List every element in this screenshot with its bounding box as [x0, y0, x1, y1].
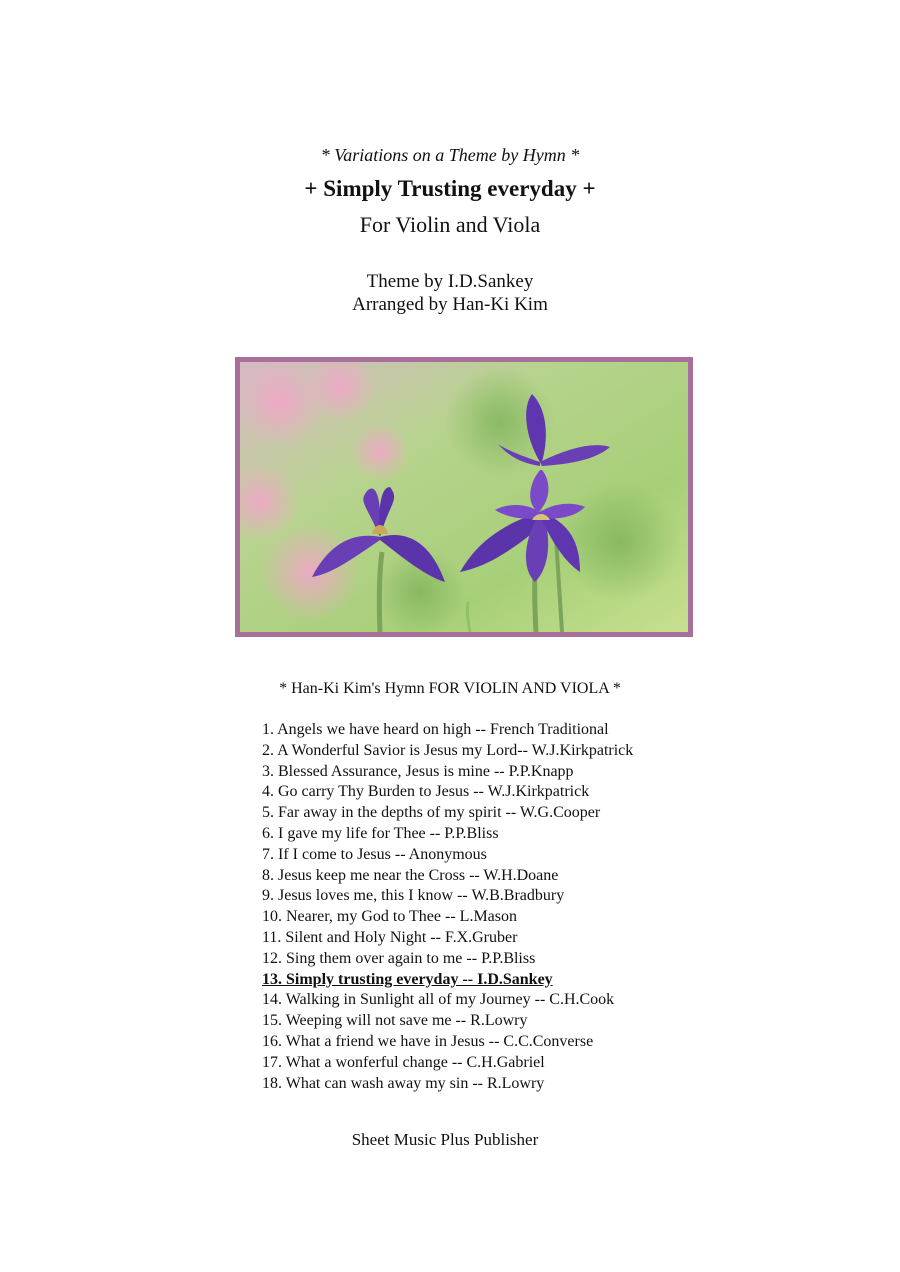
- hymn-list: [262, 720, 633, 1094]
- list-item-current: 13. Simply trusting everyday -- I.D.Sankey: [262, 970, 553, 988]
- series-heading: * Han-Ki Kim's Hymn FOR VIOLIN AND VIOLA *: [279, 680, 621, 697]
- series-subtitle: * Variations on a Theme by Hymn *: [320, 145, 580, 165]
- list-item: 1. Angels we have heard on high -- French Traditional: [262, 721, 609, 738]
- list-item: 8. Jesus keep me near the Cross -- W.H.Doane: [262, 866, 559, 884]
- list-item: 5. Far away in the depths of my spirit -- W.G.Cooper: [262, 804, 601, 822]
- iris-flowers-image: [240, 362, 688, 632]
- list-item: 9. Jesus loves me, this I know -- W.B.Bradbury: [262, 887, 565, 905]
- list-item: 15. Weeping will not save me -- R.Lowry: [262, 1012, 528, 1030]
- publisher-name: Sheet Music Plus Publisher: [351, 1130, 539, 1149]
- list-item: 10. Nearer, my God to Thee -- L.Mason: [262, 908, 517, 926]
- list-item: 12. Sing them over again to me -- P.P.Bliss: [262, 949, 536, 967]
- instrumentation: For Violin and Viola: [359, 212, 541, 237]
- list-item: 17. What a wonferful change -- C.H.Gabriel: [262, 1053, 545, 1071]
- theme-credit: Theme by I.D.Sankey: [366, 271, 534, 292]
- list-item: 14. Walking in Sunlight all of my Journey -- C.H.Cook: [262, 991, 615, 1009]
- cover-photo: [235, 357, 693, 637]
- list-item: 18. What can wash away my sin -- R.Lowry: [262, 1074, 545, 1092]
- list-item: 6. I gave my life for Thee -- P.P.Bliss: [262, 824, 499, 842]
- list-item: 4. Go carry Thy Burden to Jesus -- W.J.Kirkpatrick: [262, 783, 590, 801]
- list-item: 16. What a friend we have in Jesus -- C.C.Converse: [262, 1032, 594, 1050]
- list-item: 3. Blessed Assurance, Jesus is mine -- P.P.Knapp: [262, 762, 574, 780]
- page-title: + Simply Trusting everyday +: [304, 176, 596, 201]
- arranger-credit: Arranged by Han-Ki Kim: [352, 294, 548, 315]
- list-item: 11. Silent and Holy Night -- F.X.Gruber: [262, 928, 518, 946]
- list-item: 2. A Wonderful Savior is Jesus my Lord-- W.J.Kirkpatrick: [262, 741, 634, 759]
- list-item: 7. If I come to Jesus -- Anonymous: [262, 845, 487, 863]
